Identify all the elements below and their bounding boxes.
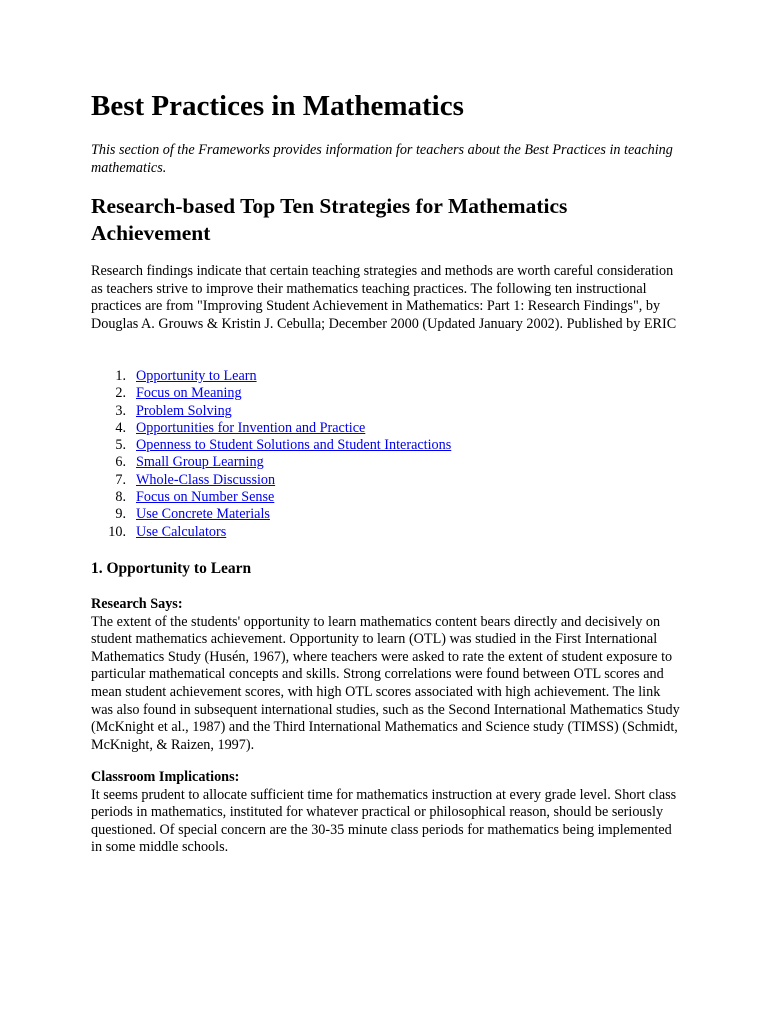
- list-item: 8. Focus on Number Sense: [115, 489, 275, 506]
- toc-link-invention-and-practice[interactable]: Opportunities for Invention and Practice: [136, 419, 366, 436]
- classroom-implications-label: Classroom Implications:: [91, 769, 240, 785]
- section1-heading: 1. Opportunity to Learn: [91, 560, 252, 577]
- page-title: Best Practices in Mathematics: [91, 90, 464, 122]
- list-item: 9. Use Concrete Materials: [115, 506, 270, 523]
- list-item: 6. Small Group Learning: [115, 454, 264, 471]
- research-says-block: [91, 596, 681, 754]
- research-intro-paragraph: Research findings indicate that certain teaching strategies and methods are worth careful consideration as teachers strive to improve their mathematics teaching practices. The following ten instructional practices are from "Improving Student Achievement in Mathematics: Part 1: Research Findings", by Douglas A. Grouws & Kristin J. Cebulla; December 2000 (Updated January 2002). Published by ERIC: [91, 263, 677, 332]
- toc-link-focus-on-meaning[interactable]: Focus on Meaning: [136, 385, 242, 402]
- toc-link-concrete-materials[interactable]: Use Concrete Materials: [136, 506, 270, 523]
- section-heading: Research-based Top Ten Strategies for Mathematics Achievement: [91, 194, 568, 245]
- research-says-text: The extent of the students' opportunity to learn mathematics content bears directly and decisively on student mathematics achievement. Opportunity to learn (OTL) was studied in the First International Mathematics Study (Husén, 1967), where teachers were asked to rate the extent of student exposure to particular mathematical concepts and skills. Strong correlations were found between OTL scores and mean student achievement scores, with high OTL scores associated with high achievement. The link was also found in subsequent international studies, such as the Second International Mathematics Study (McKnight et al., 1987) and the Third International Mathematics and Science study (TIMSS) (Schmidt, McKnight, & Raizen, 1997).: [91, 613, 680, 753]
- list-item: 2. Focus on Meaning: [115, 385, 242, 402]
- toc-link-opportunity-to-learn[interactable]: Opportunity to Learn: [136, 368, 257, 384]
- toc-link-problem-solving[interactable]: Problem Solving: [136, 402, 232, 419]
- toc-link-use-calculators[interactable]: Use Calculators: [136, 523, 227, 540]
- list-item: 10. Use Calculators: [108, 523, 227, 540]
- list-item: 7. Whole-Class Discussion: [115, 471, 276, 488]
- toc-link-whole-class-discussion[interactable]: Whole-Class Discussion: [136, 471, 276, 488]
- classroom-implications-block: [91, 769, 681, 857]
- list-item: 3. Problem Solving: [115, 402, 232, 419]
- strategies-list: [91, 368, 451, 541]
- list-item: 5. Openness to Student Solutions and Student Interactions: [115, 437, 452, 454]
- list-item: 4. Opportunities for Invention and Practice: [115, 419, 366, 436]
- list-item: 1. Opportunity to Learn: [115, 368, 257, 384]
- toc-link-openness-to-solutions[interactable]: Openness to Student Solutions and Student Interactions: [136, 437, 452, 454]
- toc-link-small-group-learning[interactable]: Small Group Learning: [136, 454, 264, 471]
- toc-link-number-sense[interactable]: Focus on Number Sense: [136, 489, 275, 506]
- intro-text: This section of the Frameworks provides information for teachers about the Best Practices in teaching mathematics.: [91, 142, 673, 176]
- classroom-implications-text: It seems prudent to allocate sufficient time for mathematics instruction at every grade level. Short class periods in mathematics, instituted for whatever practical or philosophical reason, should be seriously questioned. Of special concern are the 30-35 minute class periods for mathematics being implemented in some middle schools.: [91, 786, 677, 856]
- research-says-label: Research Says:: [91, 596, 183, 612]
